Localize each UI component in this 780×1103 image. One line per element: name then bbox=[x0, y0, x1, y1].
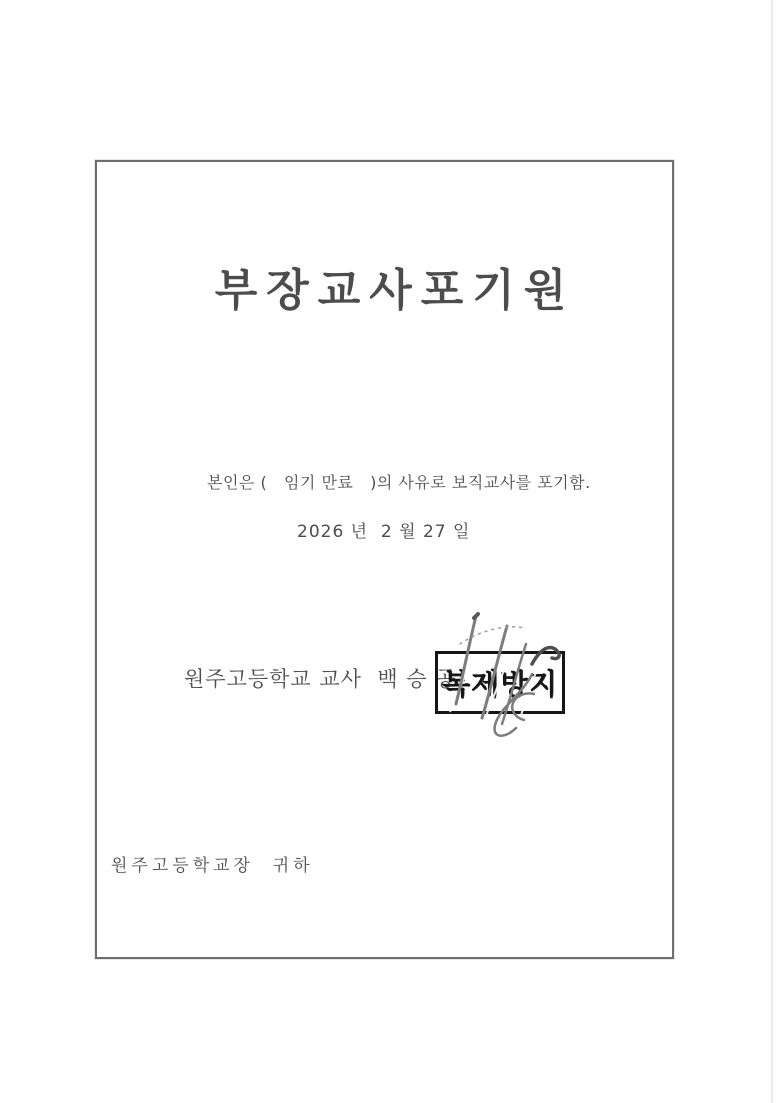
date-line: 2026 년 2 월 27 일 bbox=[297, 522, 471, 542]
document-title: 부장교사포기원 bbox=[214, 265, 576, 316]
statement-line: 본인은 ( 임기 만료 )의 사유로 보직교사를 포기함. bbox=[207, 473, 591, 492]
signer-line: 원주고등학교 교사 백 승 공 bbox=[184, 667, 457, 691]
recipient-line: 원주고등학교장 귀하 bbox=[111, 856, 314, 876]
anti-copy-stamp-label: 복제방지 bbox=[441, 667, 559, 701]
scan-edge-artifact bbox=[771, 0, 773, 1103]
anti-copy-stamp bbox=[435, 651, 565, 714]
